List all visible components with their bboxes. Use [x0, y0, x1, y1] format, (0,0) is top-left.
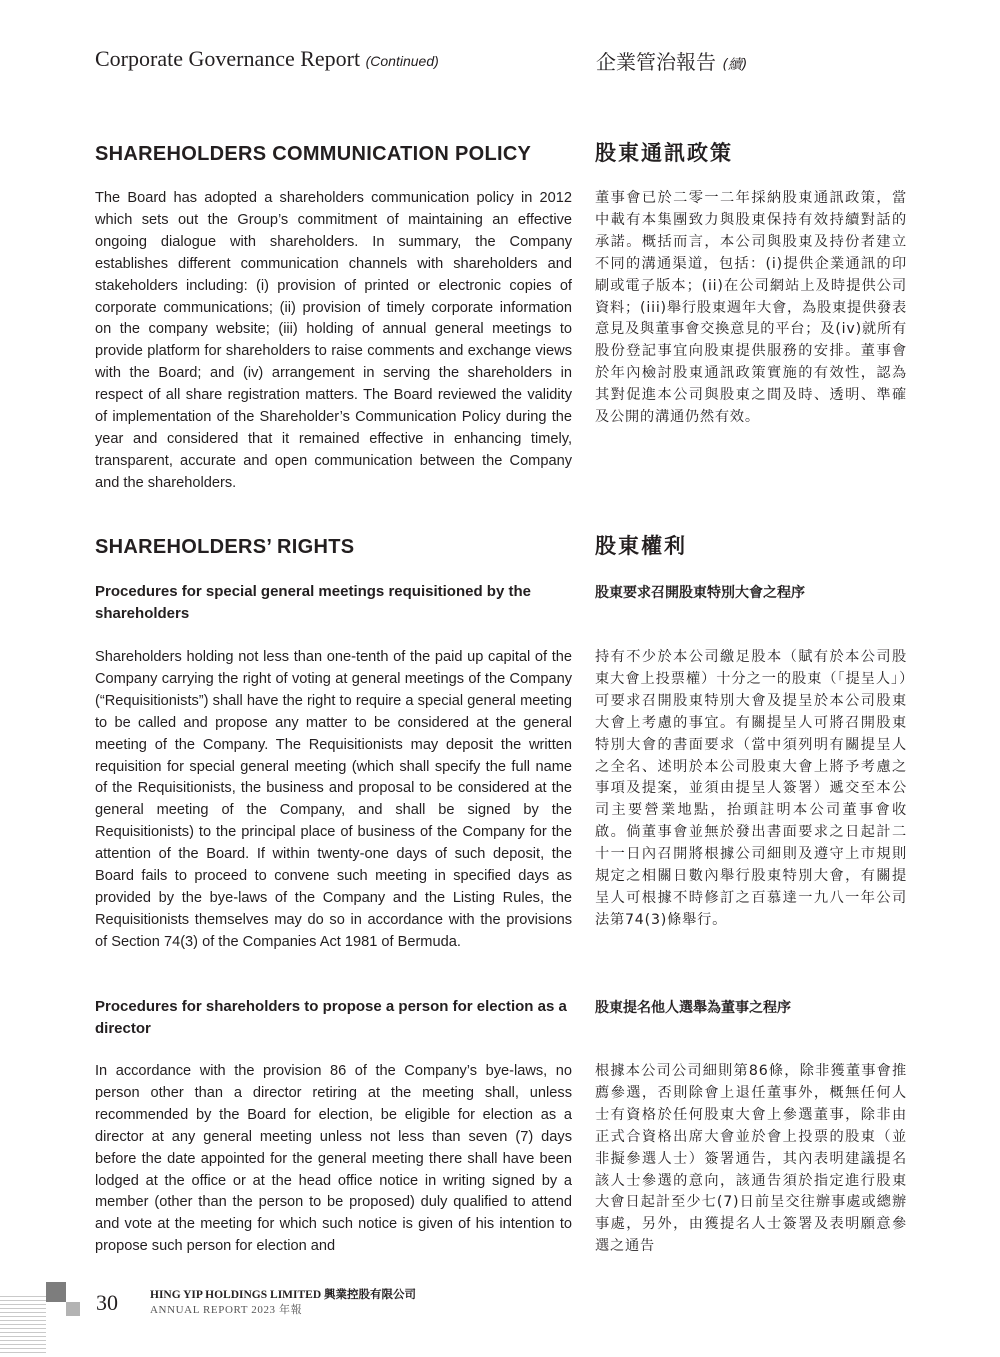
section-heading-comm-policy: SHAREHOLDERS COMMUNICATION POLICY: [95, 143, 532, 165]
subheading-nomination: Procedures for shareholders to propose a person for election as a director: [95, 998, 567, 1037]
header-title-zh: 企業管治報告: [596, 50, 716, 74]
subheading-sgm: Procedures for special general meetings requisitioned by the shareholders: [95, 583, 531, 622]
footer-report-title: ANNUAL REPORT 2023 年報: [150, 1304, 303, 1316]
section-heading-rights-zh: 股東權利: [595, 535, 687, 558]
sgm-body-zh: 持有不少於本公司繳足股本（賦有於本公司股東大會上投票權）十分之一的股東（「提呈人」）可要求召開股東特別大會及提呈於本公司股東大會上考慮的事宜。有關提呈人可將召開股東特別大會的書面要求（當中須列明有關提呈人之全名、述明於本公司股東大會上將予考慮之事項及提案，並須由提呈人簽署）遞交至本公司主要營業地點，抬頭註明本公司董事會收啟。倘董事會並無於發出書面要求之日起計二十一日內召開將根據公司細則及遵守上市規則規定之相關日數內舉行股東特別大會，有關提呈人可根據不時修訂之百慕達一九八一年公司法第74(3)條舉行。: [595, 649, 907, 928]
subheading-sgm-zh: 股東要求召開股東特別大會之程序: [595, 584, 805, 600]
header-continued-zh: (續): [722, 57, 748, 73]
comm-policy-body: The Board has adopted a shareholders communication policy in 2012 which sets out the Group’s commitment of maintaining an effective ongoing dialogue with shareholders. In summary, the Company establishes different communication channels with shareholders and stakeholders including: (i) provision of printed or electronic copies of corporate communications; (ii) provision of timely corporate information on the company website; (iii) holding of annual general meetings to provide platform for shareholders to raise comments and exchange views with the Board; and (iv) arrangement in serving the shareholders in respect of all share registration matters. The Board reviewed the validity of implementation of the Shareholder’s Communication Policy during the year and considered that it remained effective in enhancing timely, transparent, accurate and open communication between the Company and the shareholders.: [95, 190, 572, 491]
footer-stripes-decoration: [0, 1296, 46, 1356]
nomination-body-zh: 根據本公司公司細則第86條，除非獲董事會推薦參選，否則除會上退任董事外，概無任何人士有資格於任何股東大會上參選董事，除非由正式合資格出席大會並於會上投票的股東（並非擬參選人士）簽署通告，其內表明建議提名該人士參選的意向，該通告須於指定進行股東大會日起計至少七(7)日前呈交往辦事處或總辦事處，另外，由獲提名人士簽署及表明願意參選之通告: [595, 1063, 907, 1255]
footer-square-dark: [46, 1282, 66, 1302]
subheading-nomination-zh: 股東提名他人選舉為董事之程序: [595, 999, 791, 1015]
page-header-title-zh: [596, 46, 747, 75]
section-heading-comm-policy-zh: 股東通訊政策: [595, 142, 733, 165]
footer-company-name: HING YIP HOLDINGS LIMITED 興業控股有限公司: [150, 1289, 417, 1301]
nomination-body: In accordance with the provision 86 of the Company’s bye-laws, no person other than a director retiring at the meeting shall, unless recommended by the Board for election, be eligible for election as a director at any general meeting unless not less than seven (7) days before the date appointed for the general meeting there shall have been lodged at the office or at the head office notice in writing signed by a member (other than the person to be proposed) duly qualified to attend and vote at the meeting for which such notice is given of his intention to propose such person for election and: [95, 1063, 572, 1255]
page-number: 30: [96, 1290, 118, 1315]
comm-policy-body-zh: 董事會已於二零一二年採納股東通訊政策，當中載有本集團致力與股東保持有效持續對話的承諾。概括而言，本公司與股東及持份者建立不同的溝通渠道，包括：(i)提供企業通訊的印刷或電子版本；(ii)在公司網站上及時提供公司資料；(iii)舉行股東週年大會，為股東提供發表意見及與董事會交換意見的平台；及(iv)就所有股份登記事宜向股東提供服務的安排。董事會於年內檢討股東通訊政策實施的有效性，認為其對促進本公司與股東之間及時、透明、準確及公開的溝通仍然有效。: [595, 190, 907, 426]
section-heading-rights: SHAREHOLDERS’ RIGHTS: [95, 536, 355, 558]
page-header-title: [95, 46, 439, 72]
sgm-body: Shareholders holding not less than one-tenth of the paid up capital of the Company carrying the right of voting at general meetings of the Company (“Requisitionists”) shall have the right to require a special general meeting to be called and propose any matter to be considered at the general meeting of the Company. The Requisitionists may deposit the written requisition for special general meeting (which shall specify the full name of the Requisitionists, the business and proposal to be considered at the general meeting of the Company, and shall be signed by the Requisitionists) to the principal place of business of the Company for the attention of the Board. If within twenty-one days of such deposit, the Board fails to proceed to convene such meeting in specified days as provided by the bye-laws of the Company and the Listing Rules, the Requisitionists themselves may do so in accordance with the provisions of Section 74(3) of the Companies Act 1981 of Bermuda.: [95, 649, 572, 950]
header-continued-en: (Continued): [365, 53, 439, 69]
header-title-en: Corporate Governance Report: [95, 46, 361, 71]
footer-square-mid: [66, 1302, 80, 1316]
